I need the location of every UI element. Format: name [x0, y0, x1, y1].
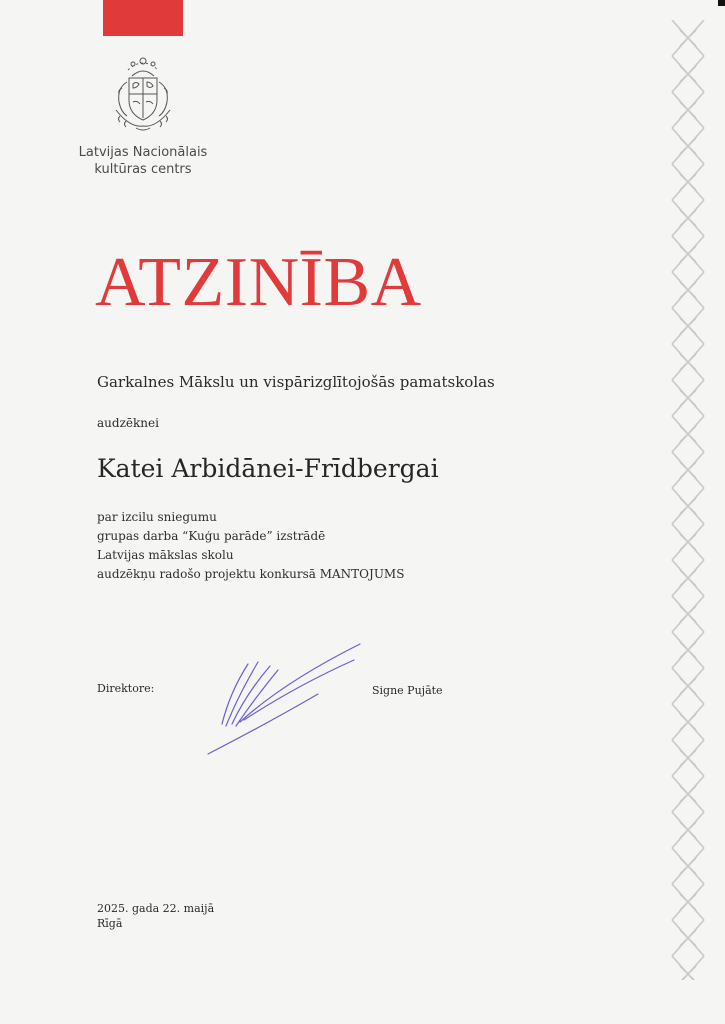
ornament-segment	[672, 704, 704, 740]
signatory-name: Signe Pujāte	[372, 684, 443, 697]
award-reason	[97, 508, 404, 584]
corner-mark	[718, 0, 725, 6]
issue-date-place	[97, 901, 214, 931]
ornament-segment	[672, 92, 704, 128]
handwritten-signature	[200, 636, 370, 760]
ornament-segment	[672, 128, 704, 164]
ornament-segment	[672, 884, 704, 920]
ornament-segment	[672, 236, 704, 272]
ornament-segment	[672, 920, 704, 956]
issue-place: Rīgā	[97, 917, 123, 930]
ornament-segment	[672, 812, 704, 848]
reason-line-4: audzēkņu radošo projektu konkursā MANTOJUMS	[97, 567, 405, 581]
issue-date: 2025. gada 22. maijā	[97, 902, 215, 915]
ornament-segment	[672, 740, 704, 776]
organization-line-2: kultūras centrs	[94, 162, 192, 177]
reason-line-3: Latvijas mākslas skolu	[97, 548, 234, 562]
ornament-segment	[672, 416, 704, 452]
ornament-segment	[672, 200, 704, 236]
ornament-segment	[672, 956, 704, 980]
ornament-segment	[672, 452, 704, 488]
ornament-segment	[672, 668, 704, 704]
ornament-segment	[672, 272, 704, 308]
ornament-segment	[672, 488, 704, 524]
signatory-label: Direktore:	[97, 682, 155, 695]
ornament-segment	[672, 308, 704, 344]
reason-line-1: par izcilu sniegumu	[97, 510, 217, 524]
ornament-segment	[672, 560, 704, 596]
ornament-segment	[672, 344, 704, 380]
ornament-segment	[672, 20, 704, 56]
organization-name	[72, 144, 214, 178]
ornament-segment	[672, 524, 704, 560]
ornament-segment	[672, 776, 704, 812]
certificate-title: ATZINĪBA	[95, 244, 422, 321]
ornament-segment	[672, 164, 704, 200]
ornament-segment	[672, 596, 704, 632]
ornament-segment	[672, 56, 704, 92]
ornament-segment	[672, 848, 704, 884]
ornament-segment	[672, 632, 704, 668]
ornament-segment	[672, 380, 704, 416]
red-header-tab	[103, 0, 183, 36]
latvia-coat-of-arms-icon	[100, 52, 186, 136]
school-name: Garkalnes Mākslu un vispārizglītojošās pamatskolas	[97, 373, 495, 391]
organization-line-1: Latvijas Nacionālais	[78, 145, 208, 160]
latvian-ornament-border	[668, 20, 708, 980]
recipient-name: Katei Arbidānei-Frīdbergai	[97, 454, 439, 483]
reason-line-2: grupas darba “Kuģu parāde” izstrādē	[97, 529, 326, 543]
recipient-role: audzēknei	[97, 416, 159, 430]
